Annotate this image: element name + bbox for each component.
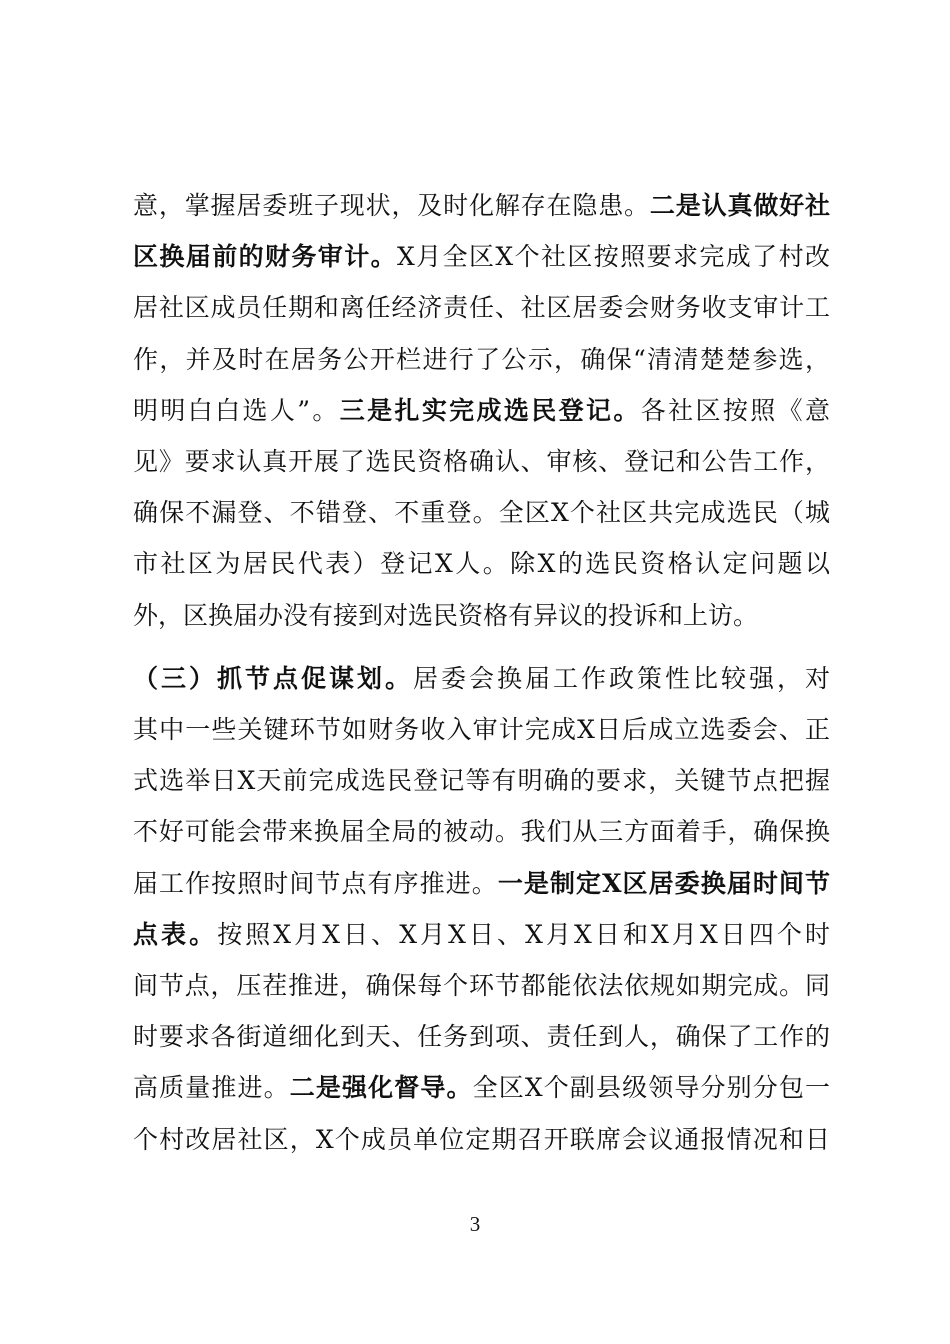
paragraph-heading-line [133, 659, 830, 699]
text-line [133, 288, 830, 328]
text-segment: 居社区成员任期和离任经济责任、社区居委会财务收支审计工 [133, 293, 830, 322]
text-line [133, 1017, 830, 1057]
text-line [133, 237, 830, 277]
bold-text: 二是强化督导。 [289, 1073, 473, 1102]
text-segment: 个村改居社区，X个成员单位定期召开联席会议通报情况和日 [133, 1125, 830, 1154]
bold-text: 三是扎实完成选民登记。 [339, 396, 641, 425]
text-line [133, 544, 830, 584]
bold-text: 区换届前的财务审计。 [133, 242, 397, 271]
text-line [133, 915, 830, 955]
text-segment: 其中一些关键环节如财务收入审计完成X日后成立选委会、正 [133, 715, 830, 744]
text-segment: 时要求各街道细化到天、任务到项、责任到人，确保了工作的 [133, 1022, 830, 1051]
bold-text: 点表。 [133, 920, 218, 949]
text-segment: X月全区X个社区按照要求完成了村改 [397, 242, 830, 271]
text-line [133, 864, 830, 904]
text-line [133, 493, 830, 533]
text-segment: 全区X个副县级领导分别分包一 [472, 1073, 830, 1102]
text-segment: 意，掌握居委班子现状，及时化解存在隐患。 [133, 191, 650, 220]
bold-text: 二是认真做好社 [649, 191, 830, 220]
text-segment: 作，并及时在居务公开栏进行了公示，确保“清清楚楚参选， [133, 345, 830, 374]
text-segment: 明明白白选人”。 [133, 396, 340, 425]
text-segment: 确保不漏登、不错登、不重登。全区X个社区共完成选民（城 [133, 498, 830, 527]
bold-text: 一是制定X区居委换届时间节 [497, 869, 830, 898]
text-segment: 居委会换届工作政策性比较强，对 [413, 664, 830, 693]
text-line [133, 710, 830, 750]
text-line [133, 442, 830, 482]
text-segment: 届工作按照时间节点有序推进。 [133, 869, 498, 898]
text-line [133, 391, 830, 431]
text-line [133, 966, 830, 1006]
text-segment: 高质量推进。 [133, 1073, 290, 1102]
page-number: 3 [469, 1212, 481, 1236]
text-line [133, 1120, 830, 1160]
text-segment: 各社区按照《意 [640, 396, 830, 425]
text-line [133, 1068, 830, 1108]
text-segment: 外，区换届办没有接到对选民资格有异议的投诉和上访。 [133, 601, 759, 630]
text-line [133, 340, 830, 380]
text-line [133, 186, 830, 226]
text-line [133, 761, 830, 801]
text-segment: 见》要求认真开展了选民资格确认、审核、登记和公告工作， [133, 447, 830, 476]
text-line [133, 812, 830, 852]
text-segment: 式选举日X天前完成选民登记等有明确的要求，关键节点把握 [133, 766, 830, 795]
text-segment: 间节点，压茬推进，确保每个环节都能依法依规如期完成。同 [133, 971, 830, 1000]
text-segment: 市社区为居民代表）登记X人。除X的选民资格认定问题以 [133, 549, 830, 578]
text-line [133, 596, 830, 636]
text-segment: 不好可能会带来换届全局的被动。我们从三方面着手，确保换 [133, 817, 830, 846]
text-segment: 按照X月X日、X月X日、X月X日和X月X日四个时 [217, 920, 830, 949]
bold-text: （三）抓节点促谋划。 [133, 664, 413, 693]
